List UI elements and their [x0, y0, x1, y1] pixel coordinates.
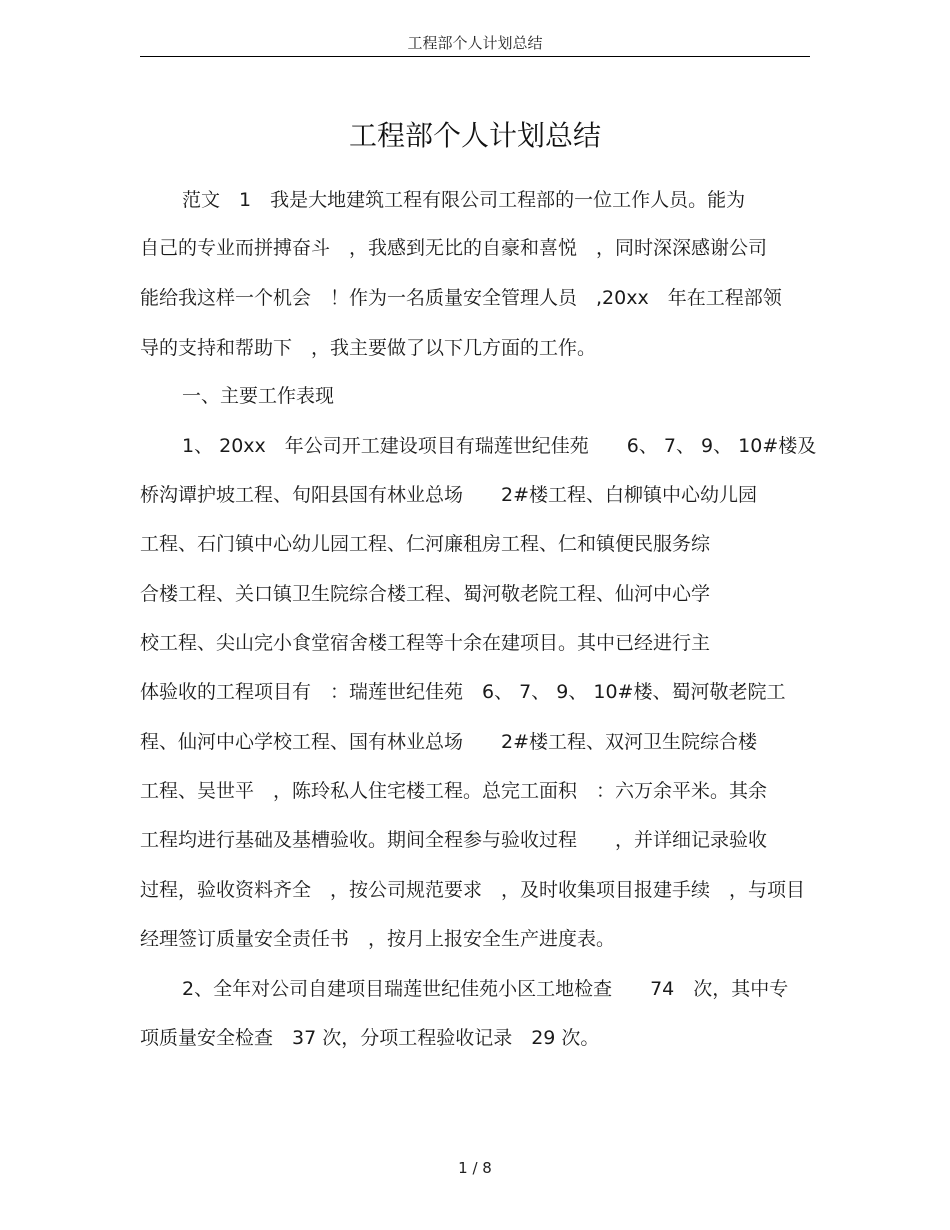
body-line-4: 导的支持和帮助下 ，我主要做了以下几方面的工作。: [140, 337, 597, 359]
body-line-6: 1、 20xx 年公司开工建设项目有瑞莲世纪佳苑 6、 7、 9、 10#楼及: [182, 435, 817, 457]
running-header: 工程部个人计划总结: [407, 34, 543, 52]
body-line-2: 自己的专业而拼搏奋斗 ，我感到无比的自豪和喜悦 ，同时深深感谢公司: [140, 237, 768, 259]
body-line-1: 范文 1 我是大地建筑工程有限公司工程部的一位工作人员。能为: [182, 189, 746, 211]
body-line-9: 合楼工程、关口镇卫生院综合楼工程、蜀河敬老院工程、仙河中心学: [140, 583, 711, 605]
body-line-12: 程、仙河中心学校工程、国有林业总场 2#楼工程、双河卫生院综合楼: [140, 731, 758, 753]
page-number: 1 / 8: [458, 1159, 492, 1177]
body-line-16: 经理签订质量安全责任书 ，按月上报安全生产进度表。: [140, 928, 616, 950]
body-line-13: 工程、吴世平 ，陈玲私人住宅楼工程。总完工面积 ：六万余平米。其余: [140, 780, 768, 802]
body-line-7: 桥沟谭护坡工程、旬阳县国有林业总场 2#楼工程、白柳镇中心幼儿园: [140, 484, 758, 506]
body-line-18: 项质量安全检查 37 次，分项工程验收记录 29 次。: [140, 1027, 600, 1049]
section-heading: 一、主要工作表现: [182, 385, 335, 407]
body-line-8: 工程、石门镇中心幼儿园工程、仁河廉租房工程、仁和镇便民服务综: [140, 533, 711, 555]
body-line-10: 校工程、尖山完小食堂宿舍楼工程等十余在建项目。其中已经进行主: [140, 632, 711, 654]
body-line-11: 体验收的工程项目有 ：瑞莲世纪佳苑 6、 7、 9、 10#楼、蜀河敬老院工: [140, 681, 786, 703]
header-divider: [140, 56, 810, 57]
body-line-14: 工程均进行基础及基槽验收。期间全程参与验收过程 ，并详细记录验收: [140, 829, 768, 851]
body-line-3: 能给我这样一个机会 ！作为一名质量安全管理人员 ,20xx 年在工程部领: [140, 287, 782, 309]
body-line-17: 2、全年对公司自建项目瑞莲世纪佳苑小区工地检查 74 次，其中专: [182, 978, 789, 1000]
document-title: 工程部个人计划总结: [348, 119, 601, 152]
body-line-15: 过程，验收资料齐全 ，按公司规范要求 ，及时收集项目报建手续 ，与项目: [140, 879, 806, 901]
